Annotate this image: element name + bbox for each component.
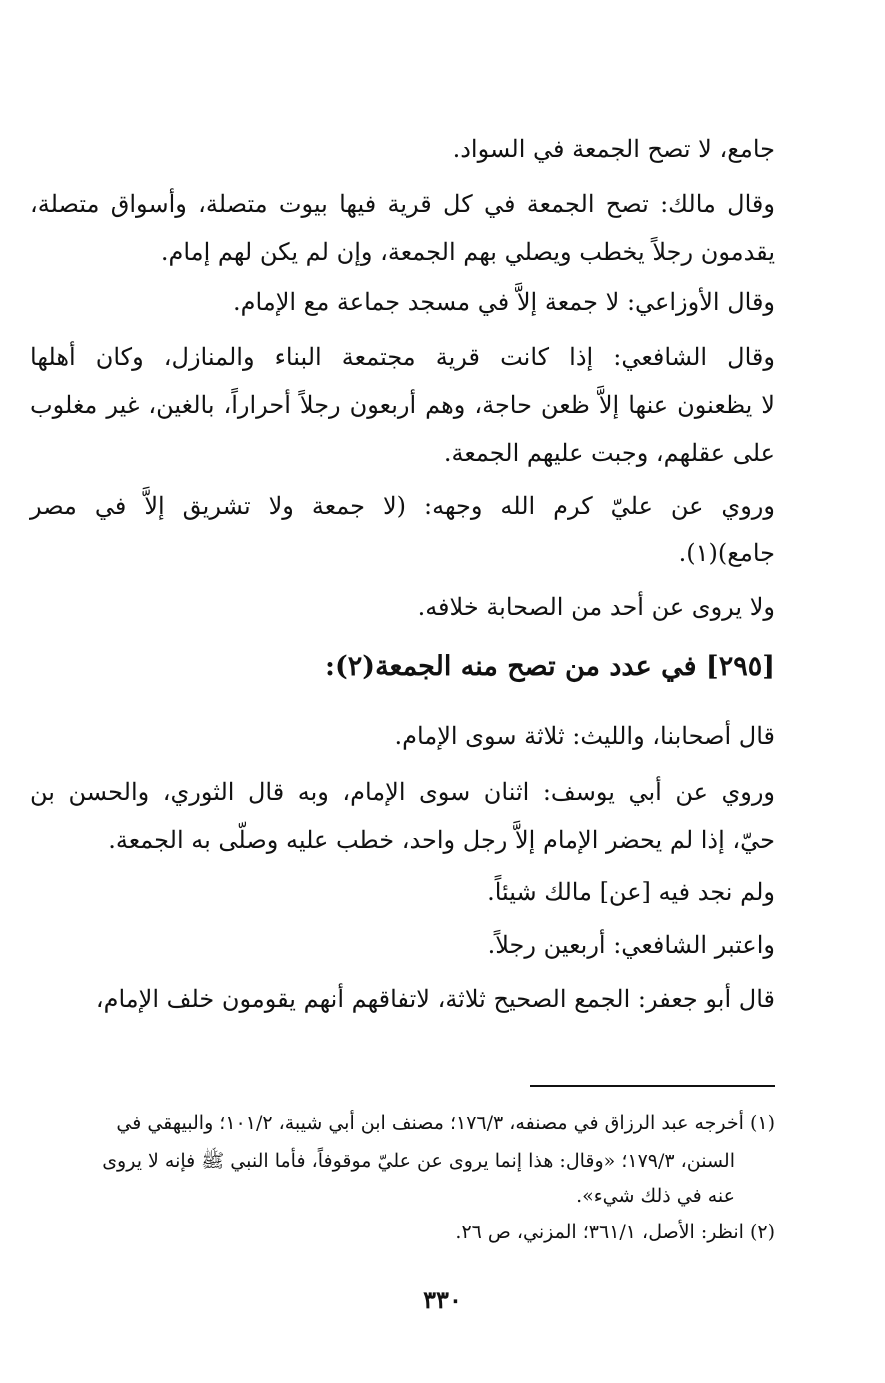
- body-line-6: لا يظعنون عنها إلاَّ ظعن حاجة، وهم أربعون رجلاً أحراراً، بالغين، غير مغلوب: [30, 391, 775, 419]
- section-heading: [٢٩٥] في عدد من تصح منه الجمعة(٢):: [325, 651, 775, 682]
- footnote-1-line-3: عنه في ذلك شيء».: [576, 1185, 735, 1207]
- body-line-11: قال أصحابنا، والليث: ثلاثة سوى الإمام.: [394, 722, 775, 750]
- body-line-10: ولا يروى عن أحد من الصحابة خلافه.: [417, 593, 775, 621]
- body-line-12: وروي عن أبي يوسف: اثنان سوى الإمام، وبه قال الثوري، والحسن بن: [30, 778, 775, 806]
- body-line-3: يقدمون رجلاً يخطب ويصلي بهم الجمعة، وإن لم يكن لهم إمام.: [160, 238, 775, 266]
- body-line-13: حيّ، إذا لم يحضر الإمام إلاَّ رجل واحد، خطب عليه وصلّى به الجمعة.: [108, 826, 775, 854]
- body-line-4: وقال الأوزاعي: لا جمعة إلاَّ في مسجد جماعة مع الإمام.: [233, 288, 775, 316]
- body-line-9: جامع)(١).: [678, 539, 775, 567]
- body-line-5: وقال الشافعي: إذا كانت قرية مجتمعة البناء والمنازل، وكان أهلها: [30, 343, 775, 371]
- footnote-2: (٢) انظر: الأصل، ٣٦١/١؛ المزني، ص ٢٦.: [455, 1221, 775, 1243]
- body-line-1: جامع، لا تصح الجمعة في السواد.: [452, 135, 775, 163]
- body-line-7: على عقلهم، وجبت عليهم الجمعة.: [443, 439, 775, 467]
- body-line-15: واعتبر الشافعي: أربعين رجلاً.: [487, 931, 775, 959]
- footnote-1-line-1: (١) أخرجه عبد الرزاق في مصنفه، ١٧٦/٣؛ مصنف ابن أبي شيبة، ١٠١/٢؛ والبيهقي في: [116, 1112, 775, 1134]
- body-line-8: وروي عن عليّ كرم الله وجهه: (لا جمعة ولا تشريق إلاَّ في مصر: [30, 492, 775, 520]
- footnote-divider: [530, 1085, 775, 1087]
- body-line-14: ولم نجد فيه [عن] مالك شيئاً.: [487, 878, 775, 906]
- body-line-16: قال أبو جعفر: الجمع الصحيح ثلاثة، لاتفاقهم أنهم يقومون خلف الإمام،: [95, 985, 775, 1013]
- page-number: ٣٣٠: [423, 1285, 462, 1314]
- footnote-1-line-2: السنن، ١٧٩/٣؛ «وقال: هذا إنما يروى عن عليّ موقوفاً، فأما النبي ﷺ فإنه لا يروى: [102, 1150, 735, 1172]
- body-line-2: وقال مالك: تصح الجمعة في كل قرية فيها بيوت متصلة، وأسواق متصلة،: [30, 190, 775, 218]
